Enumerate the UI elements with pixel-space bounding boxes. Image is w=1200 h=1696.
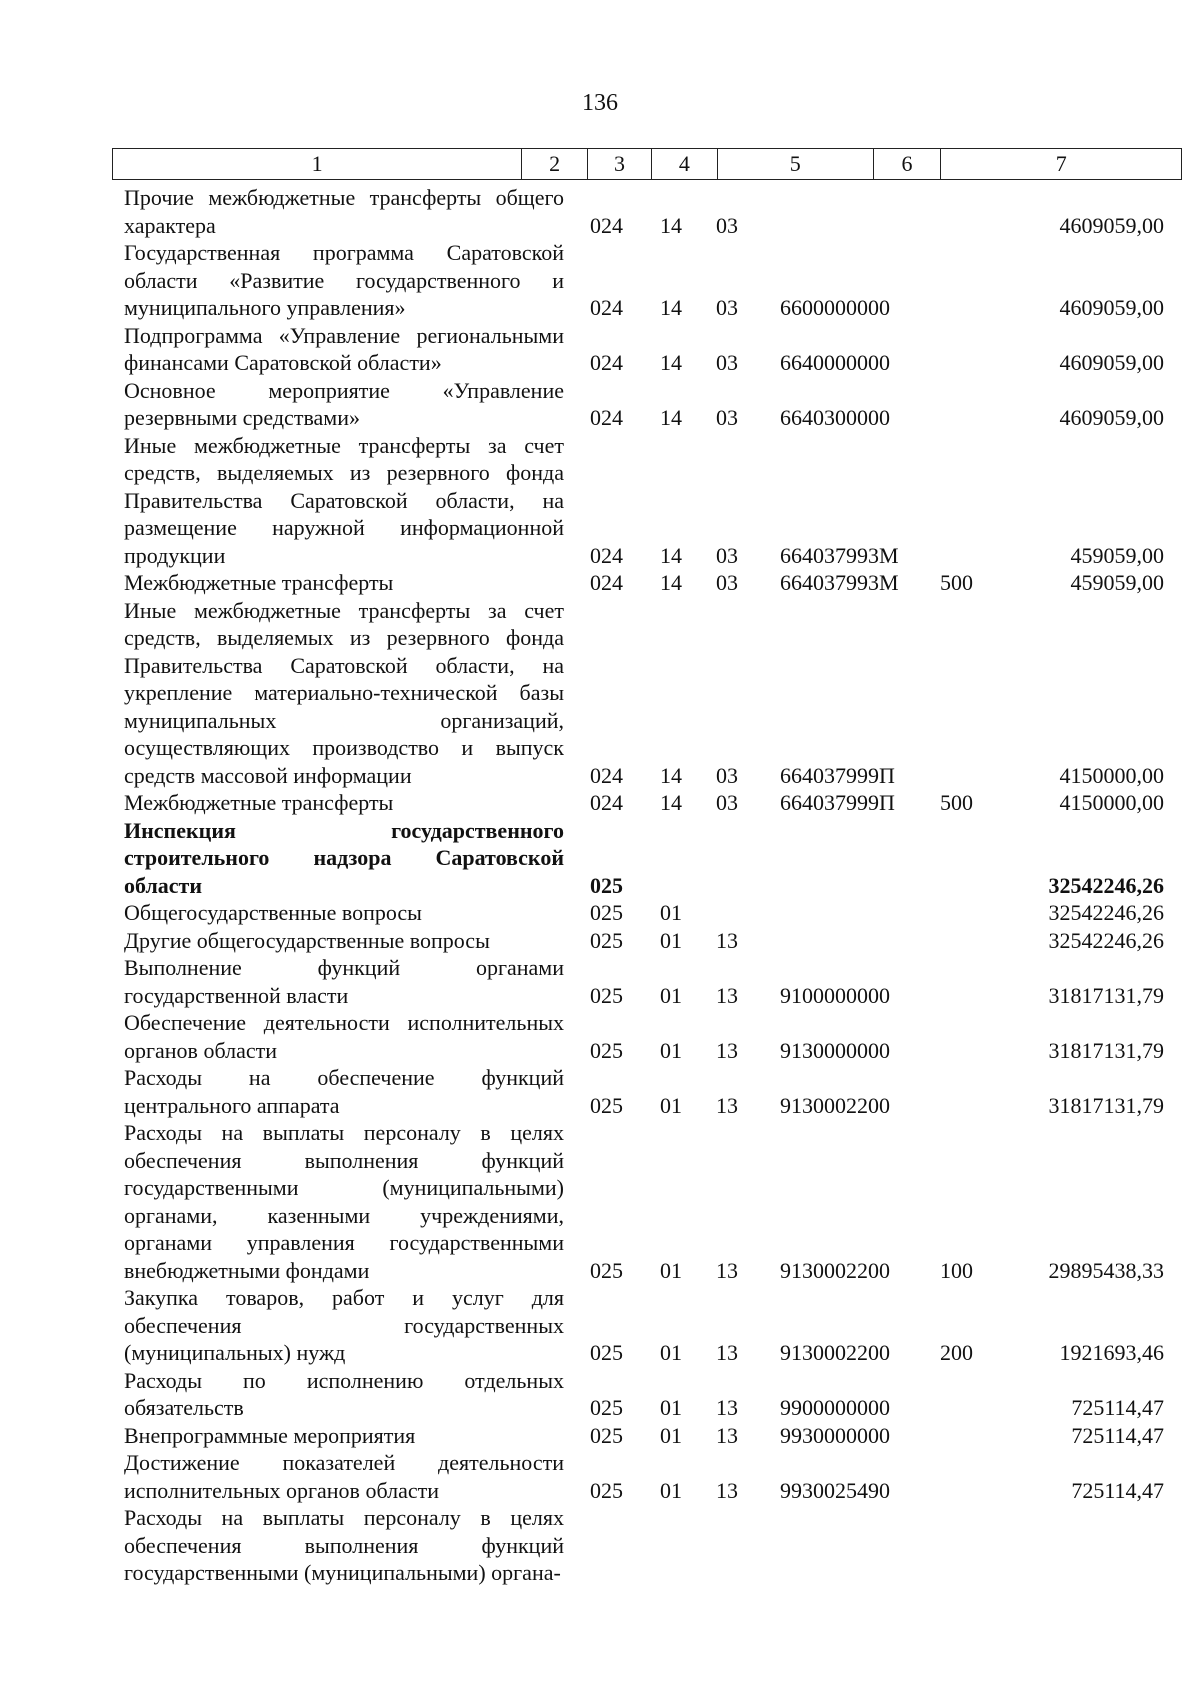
cell-col-3: 14 — [660, 350, 682, 375]
cell-col-2: 024 — [590, 542, 623, 568]
cell-col-6: 100 — [940, 1257, 973, 1283]
cell-col-7: 31817131,79 — [1048, 1037, 1164, 1063]
cell-col-2: 025 — [590, 1340, 623, 1365]
cell-col-4: 13 — [716, 1340, 738, 1365]
cell-col-4: 13 — [716, 1477, 738, 1503]
cell-col-4: 13 — [716, 927, 738, 953]
cell-col-7: 1921693,46 — [1059, 1340, 1164, 1365]
cell-col-2: 025 — [590, 1037, 623, 1063]
cell-col-3: 01 — [660, 1422, 682, 1448]
cell-col-3: 01 — [660, 1340, 682, 1365]
cell-col-7: 459059,00 — [1070, 542, 1164, 568]
cell-col-4: 03 — [716, 790, 738, 815]
table-row — [124, 322, 1184, 377]
cell-col-2: 025 — [590, 927, 623, 953]
row-label: Государственная программа Саратовской области «Развитие государственного и муниципального управления» — [124, 240, 564, 320]
cell-col-5: 6600000000 — [780, 295, 890, 320]
cell-col-2: 025 — [590, 1092, 623, 1118]
cell-col-6: 200 — [940, 1340, 973, 1365]
cell-col-3: 14 — [660, 790, 682, 815]
cell-col-4: 03 — [716, 405, 738, 430]
cell-col-5: 664037993М — [780, 570, 899, 595]
row-label: Межбюджетные трансферты — [124, 790, 394, 815]
row-label: Межбюджетные трансферты — [124, 570, 394, 595]
cell-col-5: 9930025490 — [780, 1477, 890, 1503]
cell-col-3: 01 — [660, 1395, 682, 1420]
row-label: Иные межбюджетные трансферты за счет средств, выделяемых из резервного фонда Правительства Саратовской области, на размещение наружной информационной продукции — [124, 432, 564, 568]
cell-col-7: 29895438,33 — [1048, 1257, 1164, 1283]
table-row — [124, 239, 1184, 322]
cell-col-2: 024 — [590, 405, 623, 430]
cell-col-2: 025 — [590, 900, 623, 925]
table-row — [124, 597, 1184, 790]
header-col-7: 7 — [1055, 151, 1067, 176]
cell-col-4: 03 — [716, 570, 738, 595]
page-number: 136 — [582, 90, 618, 116]
cell-col-2: 025 — [590, 1477, 623, 1503]
cell-col-3: 01 — [660, 1257, 682, 1283]
table-row — [124, 1449, 1184, 1504]
cell-col-5: 9900000000 — [780, 1395, 890, 1420]
table-header — [112, 148, 1182, 180]
cell-col-4: 03 — [716, 542, 738, 568]
cell-col-4: 03 — [716, 212, 738, 238]
cell-col-2: 025 — [590, 1257, 623, 1283]
header-col-6: 6 — [874, 149, 942, 179]
cell-col-3: 14 — [660, 542, 682, 568]
row-label: Расходы по исполнению отдельных обязательств — [124, 1367, 564, 1420]
cell-col-3: 01 — [660, 900, 682, 925]
cell-col-7: 4609059,00 — [1059, 295, 1164, 320]
header-col-1: 1 — [113, 149, 522, 179]
cell-col-3: 14 — [660, 570, 682, 595]
cell-col-7: 31817131,79 — [1048, 1092, 1164, 1118]
cell-col-4: 03 — [716, 762, 738, 788]
cell-col-2: 024 — [590, 212, 623, 238]
table-row — [124, 377, 1184, 432]
row-label: Достижение показателей деятельности исполнительных органов области — [124, 1450, 564, 1503]
cell-col-4: 03 — [716, 295, 738, 320]
cell-col-2: 025 — [590, 1395, 623, 1420]
row-label: Внепрограммные мероприятия — [124, 1422, 416, 1448]
cell-col-2: 025 — [590, 872, 623, 898]
cell-col-5: 9130002200 — [780, 1092, 890, 1118]
cell-col-5: 664037999П — [780, 790, 895, 815]
cell-col-4: 13 — [716, 982, 738, 1008]
cell-col-2: 024 — [590, 790, 623, 815]
cell-col-2: 025 — [590, 982, 623, 1008]
cell-col-4: 13 — [716, 1422, 738, 1448]
header-col-4: 4 — [652, 149, 718, 179]
table-row — [124, 1422, 1184, 1450]
header-col-3: 3 — [588, 149, 652, 179]
cell-col-3: 01 — [660, 1037, 682, 1063]
cell-col-7: 459059,00 — [1070, 570, 1164, 595]
cell-col-3: 01 — [660, 982, 682, 1008]
cell-col-3: 14 — [660, 405, 682, 430]
cell-col-5: 664037999П — [780, 762, 895, 788]
cell-col-7: 31817131,79 — [1048, 982, 1164, 1008]
cell-col-7: 32542246,26 — [1048, 900, 1164, 925]
cell-col-5: 6640300000 — [780, 405, 890, 430]
cell-col-4: 13 — [716, 1092, 738, 1118]
table-row — [124, 789, 1184, 817]
table-row — [124, 1284, 1184, 1367]
cell-col-3: 14 — [660, 295, 682, 320]
cell-col-5: 9130002200 — [780, 1340, 890, 1365]
cell-col-5: 9100000000 — [780, 982, 890, 1008]
table-row — [124, 1119, 1184, 1284]
table-row — [124, 1009, 1184, 1064]
table-row — [124, 1064, 1184, 1119]
cell-col-7: 4609059,00 — [1059, 350, 1164, 375]
cell-col-3: 01 — [660, 1477, 682, 1503]
cell-col-6: 500 — [940, 570, 973, 595]
row-label: Обеспечение деятельности исполнительных органов области — [124, 1010, 564, 1063]
row-label: Иные межбюджетные трансферты за счет средств, выделяемых из резервного фонда Правительства Саратовской области, на укрепление материально-технической базы муниципальных организаций, осуществляющих производство и выпуск средств массовой информации — [124, 597, 564, 788]
row-label: Закупка товаров, работ и услуг для обеспечения государственных (муниципальных) нужд — [124, 1285, 564, 1365]
cell-col-5: 9930000000 — [780, 1422, 890, 1448]
cell-col-4: 13 — [716, 1257, 738, 1283]
cell-col-7: 725114,47 — [1071, 1422, 1164, 1448]
table-row — [124, 184, 1184, 239]
cell-col-5: 664037993М — [780, 542, 899, 568]
cell-col-5: 9130000000 — [780, 1037, 890, 1063]
row-label: Прочие межбюджетные трансферты общего характера — [124, 185, 564, 238]
header-col-2: 2 — [522, 149, 588, 179]
cell-col-7: 32542246,26 — [1048, 872, 1164, 898]
cell-col-7: 4609059,00 — [1059, 405, 1164, 430]
cell-col-3: 14 — [660, 212, 682, 238]
row-label: Расходы на обеспечение функций центрального аппарата — [124, 1065, 564, 1118]
row-label: Расходы на выплаты персоналу в целях обеспечения выполнения функций государственными (муниципальными) органами, казенными учреждениями, органами управления государственными внебюджетными фондами — [124, 1120, 564, 1283]
row-label: Инспекция государственного строительного надзора Саратовской области — [124, 817, 564, 898]
cell-col-7: 725114,47 — [1071, 1477, 1164, 1503]
row-label: Общегосударственные вопросы — [124, 900, 422, 925]
cell-col-3: 14 — [660, 762, 682, 788]
cell-col-3: 01 — [660, 1092, 682, 1118]
table-row — [124, 817, 1184, 900]
cell-col-4: 13 — [716, 1037, 738, 1063]
cell-col-7: 4609059,00 — [1059, 212, 1164, 238]
cell-col-3: 01 — [660, 927, 682, 953]
table-body — [124, 184, 1184, 1587]
cell-col-7: 4150000,00 — [1059, 790, 1164, 815]
table-row — [124, 432, 1184, 570]
cell-col-7: 32542246,26 — [1048, 927, 1164, 953]
cell-col-2: 024 — [590, 295, 623, 320]
cell-col-2: 024 — [590, 762, 623, 788]
header-col-5: 5 — [718, 149, 874, 179]
table-row — [124, 899, 1184, 927]
row-label: Основное мероприятие «Управление резервными средствами» — [124, 377, 564, 430]
cell-col-7: 4150000,00 — [1059, 762, 1164, 788]
table-row — [124, 927, 1184, 955]
cell-col-2: 025 — [590, 1422, 623, 1448]
table-row — [124, 569, 1184, 597]
row-label: Другие общегосударственные вопросы — [124, 927, 490, 953]
cell-col-4: 03 — [716, 350, 738, 375]
cell-col-2: 024 — [590, 570, 623, 595]
cell-col-2: 024 — [590, 350, 623, 375]
cell-col-4: 13 — [716, 1395, 738, 1420]
cell-col-5: 9130002200 — [780, 1257, 890, 1283]
row-label: Подпрограмма «Управление региональными финансами Саратовской области» — [124, 322, 564, 375]
table-row — [124, 1504, 1184, 1587]
cell-col-6: 500 — [940, 790, 973, 815]
row-label: Расходы на выплаты персоналу в целях обеспечения выполнения функций государственными (муниципальными) органа- — [124, 1505, 564, 1585]
row-label: Выполнение функций органами государственной власти — [124, 955, 564, 1008]
table-row — [124, 954, 1184, 1009]
cell-col-5: 6640000000 — [780, 350, 890, 375]
cell-col-7: 725114,47 — [1071, 1395, 1164, 1420]
table-row — [124, 1367, 1184, 1422]
